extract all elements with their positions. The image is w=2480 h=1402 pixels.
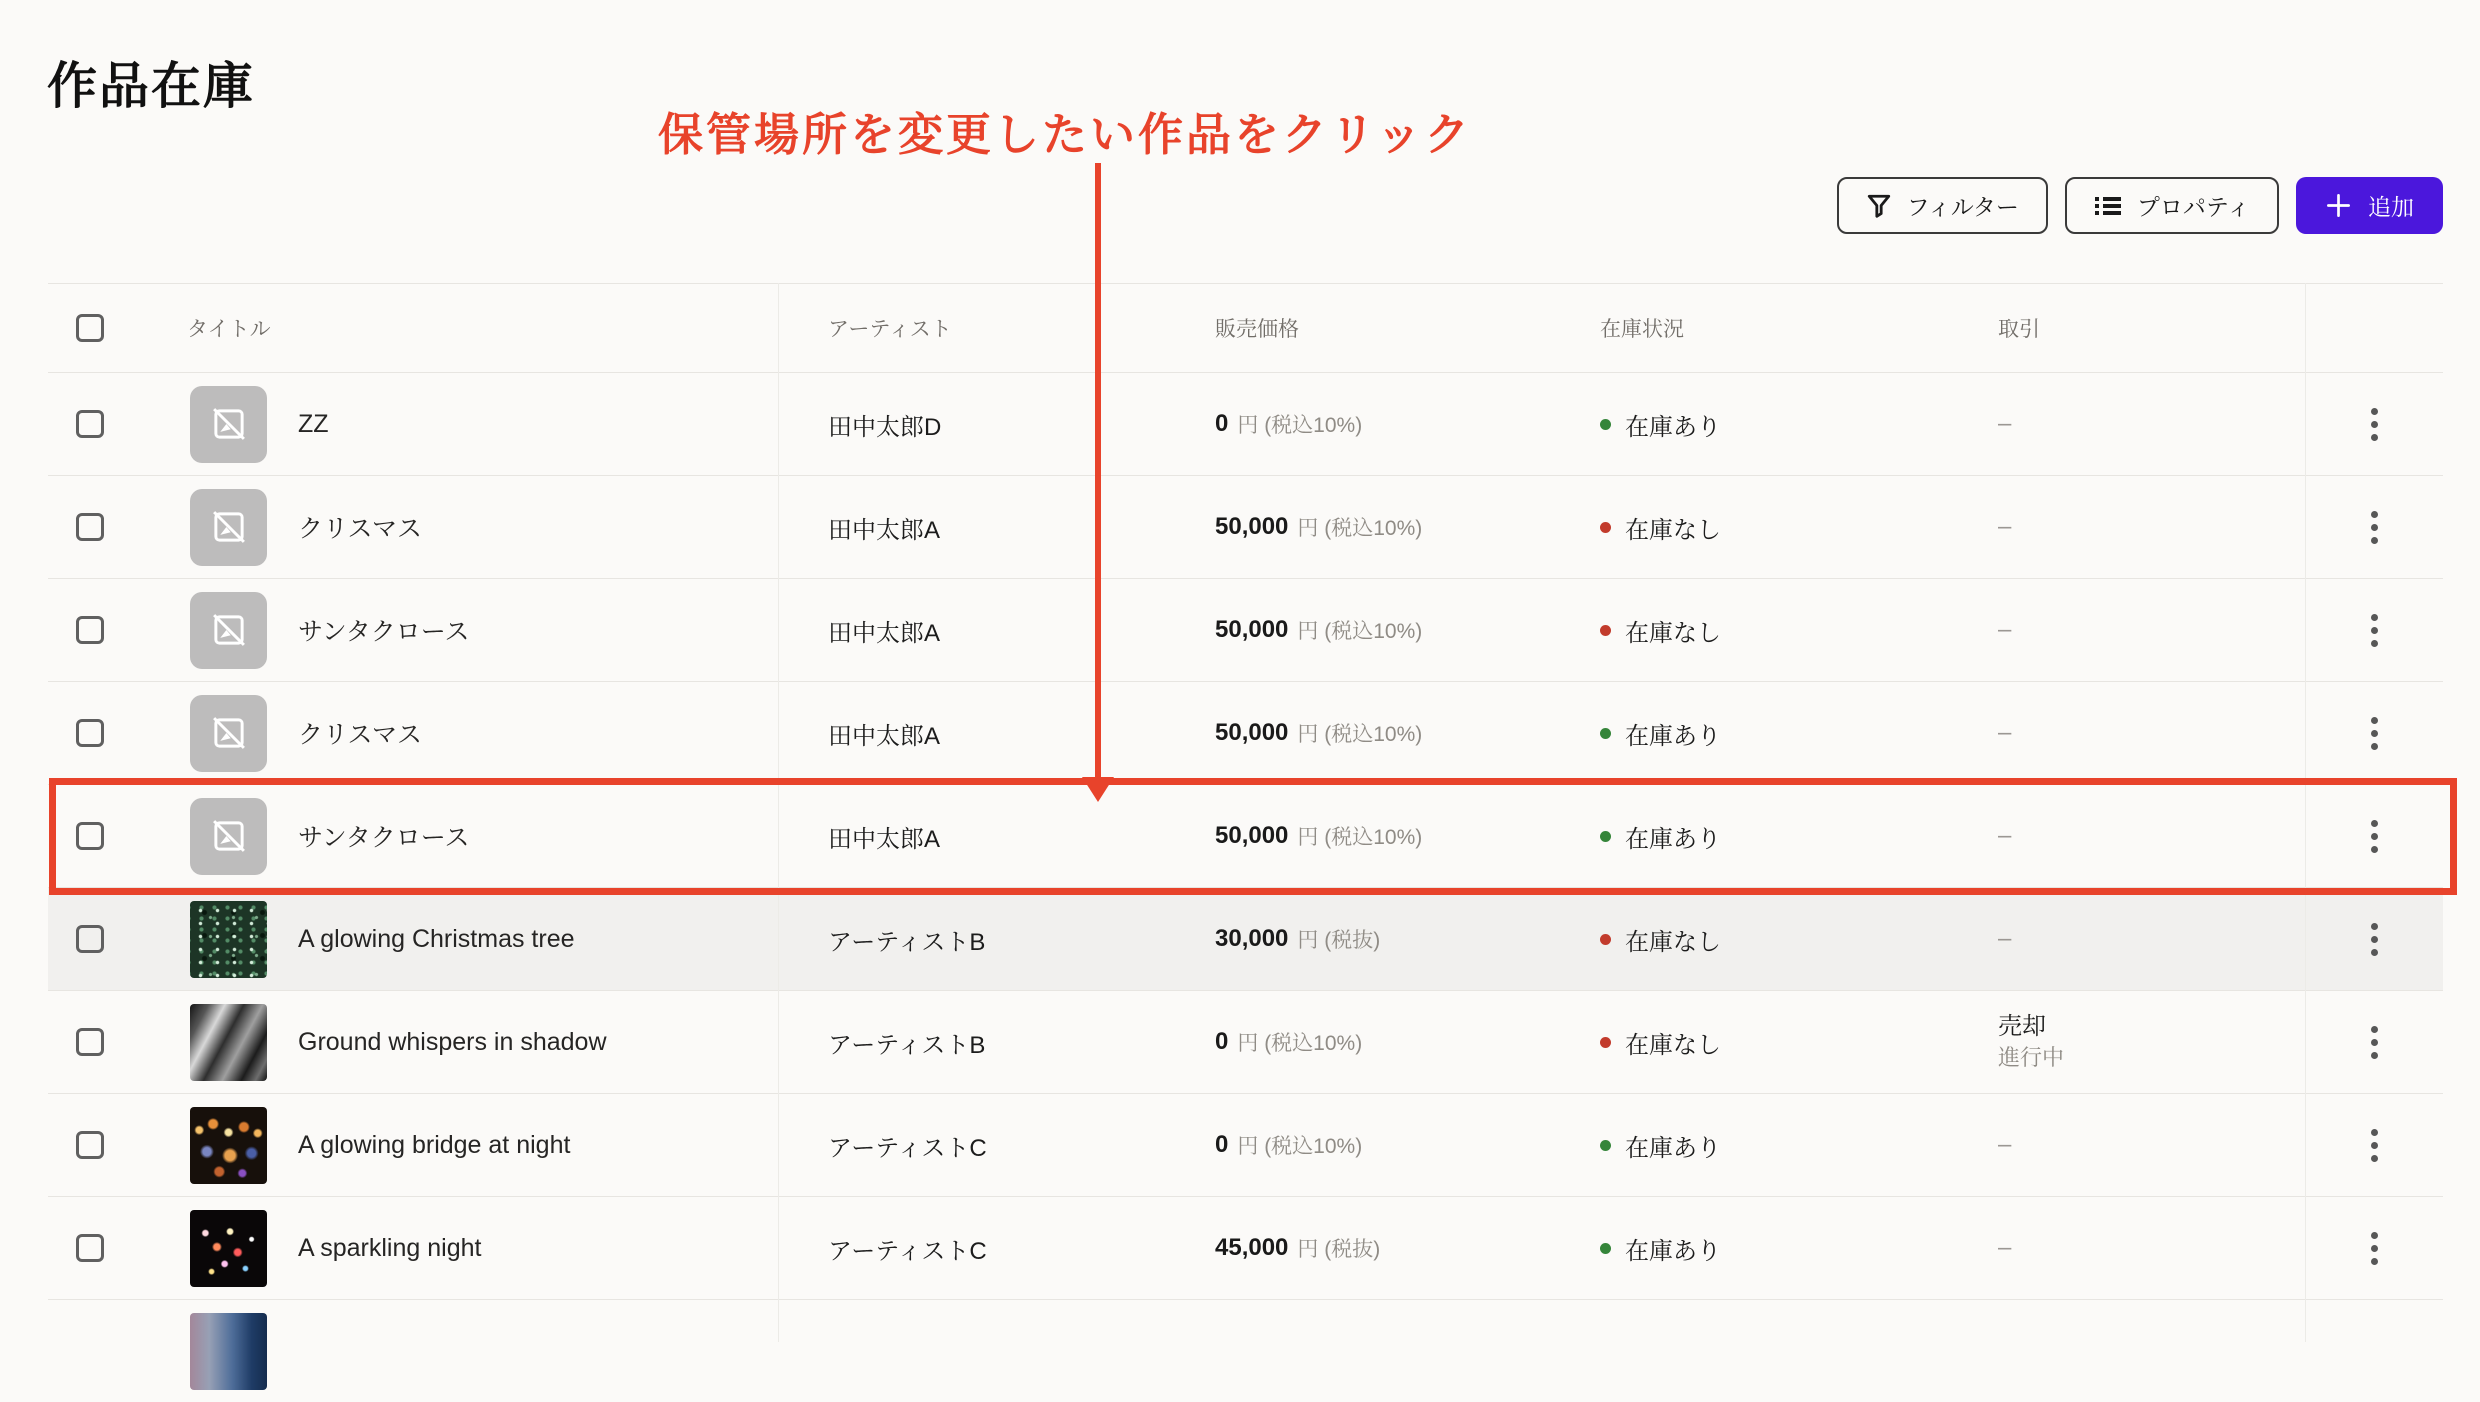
stock-status-cell <box>1550 407 1948 442</box>
artist-name: 田中太郎A <box>828 722 941 750</box>
kebab-menu-button[interactable] <box>2363 709 2386 758</box>
price-amount: 0 <box>1215 410 1229 437</box>
price-cell <box>1165 615 1550 645</box>
deal-empty-dash: – <box>1998 1131 2012 1158</box>
deal-cell <box>1948 1131 2305 1159</box>
deal-cell <box>1948 925 2305 953</box>
stock-status-label: 在庫あり <box>1625 413 1721 441</box>
stock-status-label: 在庫あり <box>1625 825 1721 853</box>
row-checkbox[interactable] <box>76 1028 104 1056</box>
stock-status-cell <box>1550 1128 1948 1163</box>
row-checkbox[interactable] <box>76 1131 104 1159</box>
row-checkbox[interactable] <box>76 1234 104 1262</box>
deal-status: 進行中 <box>1998 1045 2065 1071</box>
table-row[interactable] <box>48 475 2443 578</box>
inventory-table <box>48 283 2443 1402</box>
header-stock: 在庫状況 <box>1600 318 1684 341</box>
price-cell <box>1165 1130 1550 1160</box>
stock-status-cell <box>1550 613 1948 648</box>
kebab-menu-button[interactable] <box>2363 1224 2386 1273</box>
table-row[interactable] <box>48 1299 2443 1402</box>
artist-name: 田中太郎A <box>828 619 941 647</box>
stock-status-label: 在庫なし <box>1625 928 1721 956</box>
artwork-title: A glowing bridge at night <box>298 1130 571 1159</box>
status-dot-icon <box>1600 1140 1611 1151</box>
stock-status-cell <box>1550 716 1948 751</box>
price-tax-suffix: 円 (税込10%) <box>1237 414 1363 437</box>
deal-empty-dash: – <box>1998 822 2012 849</box>
image-off-icon <box>208 403 250 445</box>
artist-name: 田中太郎A <box>828 516 941 544</box>
kebab-menu-button[interactable] <box>2363 503 2386 552</box>
price-amount: 30,000 <box>1215 925 1289 952</box>
status-dot-icon <box>1600 831 1611 842</box>
table-row[interactable] <box>48 1196 2443 1299</box>
price-cell <box>1165 1027 1550 1057</box>
status-dot-icon <box>1600 419 1611 430</box>
kebab-menu-button[interactable] <box>2363 1018 2386 1067</box>
image-off-icon <box>208 609 250 651</box>
price-amount: 50,000 <box>1215 616 1289 643</box>
annotation-text: 保管場所を変更したい作品をクリック <box>658 109 1473 160</box>
table-row[interactable] <box>48 372 2443 475</box>
row-checkbox[interactable] <box>76 616 104 644</box>
annotation-arrow-head-icon <box>1082 777 1114 802</box>
kebab-menu-button[interactable] <box>2363 400 2386 449</box>
select-all-checkbox[interactable] <box>76 314 104 342</box>
artwork-title: サンタクロース <box>298 824 470 852</box>
status-dot-icon <box>1600 1243 1611 1254</box>
artwork-thumbnail <box>190 1210 267 1287</box>
toolbar <box>1837 177 2443 234</box>
status-dot-icon <box>1600 522 1611 533</box>
artwork-title: A glowing Christmas tree <box>298 924 575 953</box>
price-tax-suffix: 円 (税込10%) <box>1297 517 1423 540</box>
price-amount: 50,000 <box>1215 719 1289 746</box>
stock-status-label: 在庫あり <box>1625 1134 1721 1162</box>
price-tax-suffix: 円 (税込10%) <box>1237 1032 1363 1055</box>
price-cell <box>1165 1233 1550 1263</box>
deal-cell <box>1948 822 2305 850</box>
row-checkbox[interactable] <box>76 719 104 747</box>
price-amount: 0 <box>1215 1028 1229 1055</box>
kebab-menu-button[interactable] <box>2363 606 2386 655</box>
row-checkbox[interactable] <box>76 822 104 850</box>
deal-empty-dash: – <box>1998 410 2012 437</box>
price-tax-suffix: 円 (税込10%) <box>1237 1135 1363 1158</box>
stock-status-label: 在庫あり <box>1625 722 1721 750</box>
image-off-icon <box>208 815 250 857</box>
stock-status-label: 在庫なし <box>1625 619 1721 647</box>
row-checkbox[interactable] <box>76 925 104 953</box>
artist-name: 田中太郎A <box>828 825 941 853</box>
header-title: タイトル <box>187 318 271 341</box>
stock-status-label: 在庫なし <box>1625 1031 1721 1059</box>
kebab-menu-button[interactable] <box>2363 812 2386 861</box>
column-divider <box>778 283 779 1342</box>
status-dot-icon <box>1600 625 1611 636</box>
price-cell <box>1165 409 1550 439</box>
deal-empty-dash: – <box>1998 616 2012 643</box>
artwork-thumbnail-placeholder <box>190 695 267 772</box>
plus-icon <box>2325 192 2352 219</box>
stock-status-label: 在庫なし <box>1625 516 1721 544</box>
price-amount: 0 <box>1215 1131 1229 1158</box>
price-tax-suffix: 円 (税込10%) <box>1297 723 1423 746</box>
column-divider <box>2305 283 2306 1342</box>
price-amount: 50,000 <box>1215 822 1289 849</box>
artist-name: 田中太郎D <box>828 413 942 441</box>
artist-name: アーティストB <box>828 1031 986 1059</box>
deal-cell <box>1948 616 2305 644</box>
stock-status-cell <box>1550 1231 1948 1266</box>
row-checkbox[interactable] <box>76 513 104 541</box>
table-row[interactable] <box>48 681 2443 784</box>
kebab-menu-button[interactable] <box>2363 915 2386 964</box>
property-button[interactable]: プロパティ <box>2065 177 2279 234</box>
table-row[interactable] <box>48 1093 2443 1196</box>
artwork-title: ZZ <box>298 409 329 438</box>
deal-empty-dash: – <box>1998 925 2012 952</box>
artwork-thumbnail-placeholder <box>190 386 267 463</box>
price-cell <box>1165 924 1550 954</box>
price-cell <box>1165 512 1550 542</box>
artwork-title: クリスマス <box>298 515 423 543</box>
status-dot-icon <box>1600 728 1611 739</box>
status-dot-icon <box>1600 1037 1611 1048</box>
kebab-menu-button[interactable] <box>2363 1121 2386 1170</box>
list-icon <box>2094 194 2122 218</box>
table-row[interactable] <box>48 887 2443 990</box>
image-off-icon <box>208 506 250 548</box>
price-tax-suffix: 円 (税込10%) <box>1297 620 1423 643</box>
artwork-title: サンタクロース <box>298 618 470 646</box>
artwork-title: クリスマス <box>298 721 423 749</box>
stock-status-cell <box>1550 1025 1948 1060</box>
artwork-title: A sparkling night <box>298 1233 482 1262</box>
artwork-thumbnail <box>190 1004 267 1081</box>
table-row-highlighted[interactable] <box>48 784 2443 887</box>
stock-status-cell <box>1550 922 1948 957</box>
page-title: 作品在庫 <box>47 58 255 114</box>
table-row[interactable] <box>48 990 2443 1093</box>
price-tax-suffix: 円 (税抜) <box>1297 1238 1381 1261</box>
header-artist: アーティスト <box>828 318 952 341</box>
price-tax-suffix: 円 (税抜) <box>1297 929 1381 952</box>
image-off-icon <box>208 712 250 754</box>
stock-status-cell <box>1550 510 1948 545</box>
stock-status-cell <box>1550 819 1948 854</box>
price-cell <box>1165 821 1550 851</box>
price-amount: 50,000 <box>1215 513 1289 540</box>
stock-status-label: 在庫あり <box>1625 1237 1721 1265</box>
artist-name: アーティストC <box>828 1237 987 1265</box>
table-header-row <box>48 283 2443 372</box>
status-dot-icon <box>1600 934 1611 945</box>
artwork-thumbnail-placeholder <box>190 798 267 875</box>
add-button[interactable]: 追加 <box>2296 177 2443 234</box>
funnel-icon <box>1866 193 1892 219</box>
table-row[interactable] <box>48 578 2443 681</box>
artwork-title: Ground whispers in shadow <box>298 1027 607 1056</box>
price-tax-suffix: 円 (税込10%) <box>1297 826 1423 849</box>
deal-cell <box>1948 1011 2305 1073</box>
annotation-arrow-line <box>1095 163 1101 780</box>
deal-empty-dash: – <box>1998 1234 2012 1261</box>
price-amount: 45,000 <box>1215 1234 1289 1261</box>
row-checkbox[interactable] <box>76 410 104 438</box>
artwork-thumbnail-placeholder <box>190 592 267 669</box>
artwork-thumbnail <box>190 901 267 978</box>
filter-button[interactable]: フィルター <box>1837 177 2048 234</box>
deal-empty-dash: – <box>1998 719 2012 746</box>
deal-cell <box>1948 513 2305 541</box>
artist-name: アーティストB <box>828 928 986 956</box>
deal-empty-dash: – <box>1998 513 2012 540</box>
artwork-thumbnail-placeholder <box>190 489 267 566</box>
deal-type: 売却 <box>1998 1012 2046 1040</box>
price-cell <box>1165 718 1550 748</box>
deal-cell <box>1948 719 2305 747</box>
header-deal: 取引 <box>1998 318 2040 341</box>
deal-cell <box>1948 1234 2305 1262</box>
artist-name: アーティストC <box>828 1134 987 1162</box>
header-price: 販売価格 <box>1215 318 1299 341</box>
artwork-thumbnail <box>190 1107 267 1184</box>
artwork-thumbnail <box>190 1313 267 1390</box>
deal-cell <box>1948 410 2305 438</box>
